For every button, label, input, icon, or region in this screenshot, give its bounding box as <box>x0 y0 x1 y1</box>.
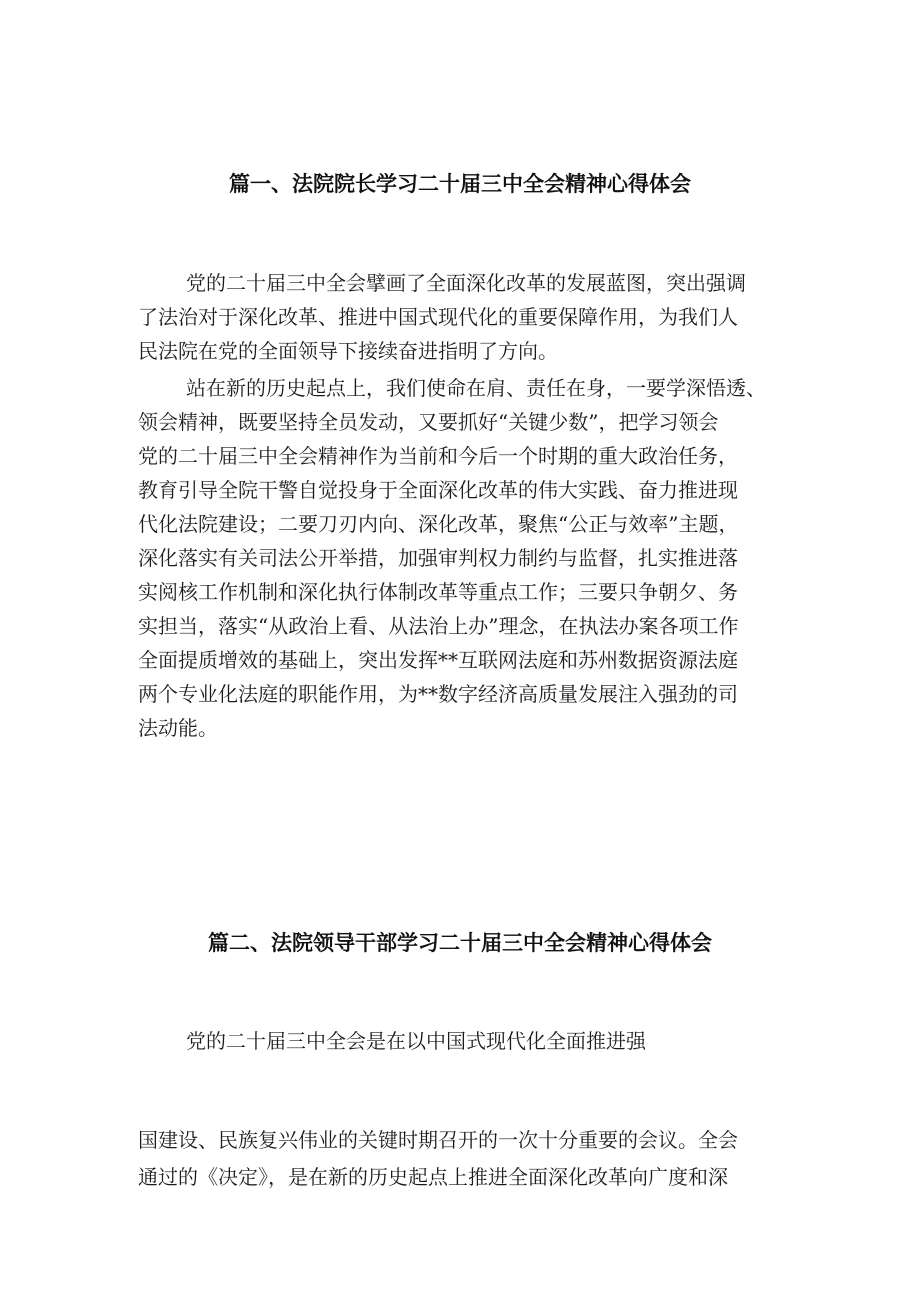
section-2-heading: 篇二、法院领导干部学习二十届三中全会精神心得体会 <box>208 931 712 955</box>
section-1-paragraph-2-line: 实担当，落实“从政治上看、从法治上办”理念，在执法办案各项工作 <box>138 614 739 638</box>
section-1-paragraph-2-line: 教育引导全院干警自觉投身于全面深化改革的伟大实践、奋力推进现 <box>138 478 738 502</box>
section-1-paragraph-2-line: 代化法院建设；二要刀刃内向、深化改革，聚焦“公正与效率”主题， <box>138 512 739 536</box>
section-1-paragraph-1-line: 了法治对于深化改革、推进中国式现代化的重要保障作用，为我们人 <box>138 305 738 329</box>
section-1-paragraph-2-line: 法动能。 <box>138 716 218 740</box>
section-2-paragraph-1-line: 通过的《决定》，是在新的历史起点上推进全面深化改革向广度和深 <box>138 1165 728 1189</box>
section-1-paragraph-1-line: 党的二十届三中全会擘画了全面深化改革的发展蓝图，突出强调 <box>186 271 746 295</box>
section-1-paragraph-2-line: 站在新的历史起点上，我们使命在肩、责任在身，一要学深悟透、 <box>186 376 766 400</box>
section-1-paragraph-2-line: 党的二十届三中全会精神作为当前和今后一个时期的重大政治任务， <box>138 444 738 468</box>
section-1-paragraph-2-line: 领会精神，既要坚持全员发动，又要抓好“关键少数”，把学习领会 <box>138 410 719 434</box>
section-1-paragraph-2-line: 两个专业化法庭的职能作用，为**数字经济高质量发展注入强劲的司 <box>138 682 738 706</box>
section-2-paragraph-1-line: 国建设、民族复兴伟业的关键时期召开的一次十分重要的会议。全会 <box>138 1128 738 1152</box>
section-1-paragraph-2-line: 全面提质增效的基础上，突出发挥**互联网法庭和苏州数据资源法庭 <box>138 648 738 672</box>
section-1-heading: 篇一、法院院长学习二十届三中全会精神心得体会 <box>229 172 691 196</box>
section-1-paragraph-2-line: 实阅核工作机制和深化执行体制改革等重点工作；三要只争朝夕、务 <box>138 580 738 604</box>
section-1-paragraph-1-line: 民法院在党的全面领导下接续奋进指明了方向。 <box>138 339 558 363</box>
section-2-paragraph-1-line: 党的二十届三中全会是在以中国式现代化全面推进强 <box>186 1029 646 1053</box>
section-1-paragraph-2-line: 深化落实有关司法公开举措，加强审判权力制约与监督，扎实推进落 <box>138 546 738 570</box>
